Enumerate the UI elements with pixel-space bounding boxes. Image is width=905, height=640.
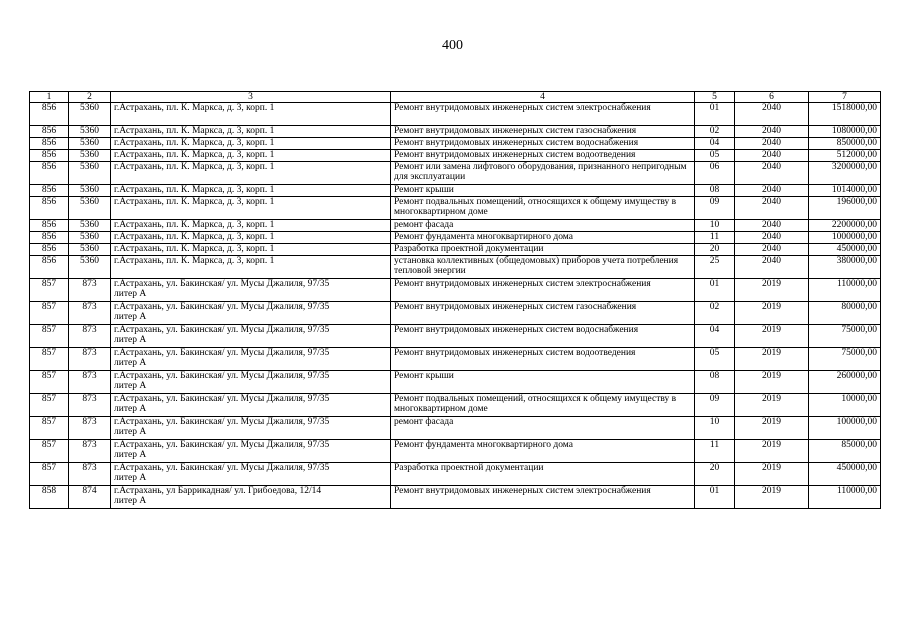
table-row [30,138,881,150]
address-cell: г.Астрахань, пл. К. Маркса, д. 3, корп. 1 [111,244,391,256]
house-code-cell: 5360 [69,162,111,185]
house-code-cell: 5360 [69,150,111,162]
page-number: 400 [442,38,463,53]
row-number-cell: 856 [30,197,69,220]
work-type-cell: Ремонт внутридомовых инженерных систем водоотведения [391,150,695,162]
cost-cell: 10000,00 [809,394,881,417]
cost-cell: 196000,00 [809,197,881,220]
cost-cell: 1518000,00 [809,103,881,126]
address-cell: г.Астрахань, ул. Бакинская/ ул. Мусы Джалиля, 97/35 литер А [111,348,391,371]
table-row [30,103,881,126]
table-row [30,185,881,197]
work-type-cell: Ремонт внутридомовых инженерных систем газоснабжения [391,302,695,325]
work-code-cell: 08 [695,185,735,197]
row-number-cell: 856 [30,256,69,279]
address-cell: г.Астрахань, ул. Бакинская/ ул. Мусы Джалиля, 97/35 литер А [111,417,391,440]
work-code-cell: 05 [695,348,735,371]
row-number-cell: 857 [30,463,69,486]
year-cell: 2040 [735,162,809,185]
house-code-cell: 873 [69,348,111,371]
address-cell: г.Астрахань, ул. Бакинская/ ул. Мусы Джалиля, 97/35 литер А [111,394,391,417]
table-row [30,325,881,348]
cost-cell: 100000,00 [809,417,881,440]
work-type-cell: Ремонт внутридомовых инженерных систем водоснабжения [391,325,695,348]
work-code-cell: 10 [695,417,735,440]
row-number-cell: 856 [30,150,69,162]
house-code-cell: 873 [69,279,111,302]
table-row [30,440,881,463]
year-cell: 2040 [735,244,809,256]
address-cell: г.Астрахань, пл. К. Маркса, д. 3, корп. 1 [111,197,391,220]
work-code-cell: 04 [695,325,735,348]
house-code-cell: 5360 [69,256,111,279]
house-code-cell: 5360 [69,185,111,197]
work-code-cell: 11 [695,232,735,244]
year-cell: 2040 [735,232,809,244]
column-number-row [30,92,881,103]
work-code-cell: 10 [695,220,735,232]
year-cell: 2040 [735,220,809,232]
cost-cell: 2200000,00 [809,220,881,232]
address-cell: г.Астрахань, ул Баррикадная/ ул. Грибоедова, 12/14 литер А [111,486,391,509]
address-cell: г.Астрахань, ул. Бакинская/ ул. Мусы Джалиля, 97/35 литер А [111,440,391,463]
row-number-cell: 856 [30,220,69,232]
house-code-cell: 873 [69,394,111,417]
work-type-cell: установка коллективных (общедомовых) приборов учета потребления тепловой энергии [391,256,695,279]
row-number-cell: 857 [30,325,69,348]
table-row [30,126,881,138]
row-number-cell: 857 [30,279,69,302]
year-cell: 2040 [735,138,809,150]
column-header: 6 [735,92,809,103]
address-cell: г.Астрахань, пл. К. Маркса, д. 3, корп. 1 [111,103,391,126]
table-row [30,256,881,279]
address-cell: г.Астрахань, пл. К. Маркса, д. 3, корп. 1 [111,232,391,244]
house-code-cell: 873 [69,463,111,486]
cost-cell: 85000,00 [809,440,881,463]
cost-cell: 260000,00 [809,371,881,394]
column-header: 1 [30,92,69,103]
address-cell: г.Астрахань, пл. К. Маркса, д. 3, корп. 1 [111,220,391,232]
address-cell: г.Астрахань, пл. К. Маркса, д. 3, корп. 1 [111,256,391,279]
work-code-cell: 20 [695,463,735,486]
table-row [30,463,881,486]
year-cell: 2040 [735,103,809,126]
work-code-cell: 25 [695,256,735,279]
cost-cell: 450000,00 [809,463,881,486]
address-cell: г.Астрахань, пл. К. Маркса, д. 3, корп. 1 [111,185,391,197]
house-code-cell: 873 [69,417,111,440]
work-code-cell: 01 [695,486,735,509]
house-code-cell: 5360 [69,126,111,138]
row-number-cell: 858 [30,486,69,509]
cost-cell: 1014000,00 [809,185,881,197]
work-type-cell: Ремонт внутридомовых инженерных систем газоснабжения [391,126,695,138]
house-code-cell: 873 [69,371,111,394]
table-row [30,232,881,244]
table-row [30,394,881,417]
row-number-cell: 856 [30,162,69,185]
work-code-cell: 05 [695,150,735,162]
house-code-cell: 5360 [69,138,111,150]
table-row [30,244,881,256]
work-code-cell: 04 [695,138,735,150]
work-type-cell: Ремонт внутридомовых инженерных систем электроснабжения [391,279,695,302]
work-type-cell: Ремонт фундамента многоквартирного дома [391,232,695,244]
row-number-cell: 856 [30,138,69,150]
year-cell: 2040 [735,185,809,197]
column-header: 2 [69,92,111,103]
house-code-cell: 873 [69,325,111,348]
year-cell: 2019 [735,325,809,348]
address-cell: г.Астрахань, ул. Бакинская/ ул. Мусы Джалиля, 97/35 литер А [111,371,391,394]
year-cell: 2019 [735,371,809,394]
table-row [30,486,881,509]
cost-cell: 80000,00 [809,302,881,325]
work-code-cell: 02 [695,302,735,325]
work-type-cell: Ремонт внутридомовых инженерных систем водоотведения [391,348,695,371]
cost-cell: 110000,00 [809,279,881,302]
work-code-cell: 20 [695,244,735,256]
cost-cell: 1000000,00 [809,232,881,244]
house-code-cell: 873 [69,302,111,325]
house-code-cell: 873 [69,440,111,463]
house-code-cell: 5360 [69,220,111,232]
cost-cell: 380000,00 [809,256,881,279]
column-header: 3 [111,92,391,103]
year-cell: 2040 [735,197,809,220]
row-number-cell: 856 [30,103,69,126]
address-cell: г.Астрахань, пл. К. Маркса, д. 3, корп. 1 [111,138,391,150]
year-cell: 2040 [735,256,809,279]
cost-cell: 512000,00 [809,150,881,162]
table-row [30,150,881,162]
work-type-cell: Разработка проектной документации [391,244,695,256]
table-body [30,103,881,509]
work-code-cell: 01 [695,279,735,302]
work-type-cell: Ремонт внутридомовых инженерных систем водоснабжения [391,138,695,150]
cost-cell: 850000,00 [809,138,881,150]
work-code-cell: 06 [695,162,735,185]
address-cell: г.Астрахань, пл. К. Маркса, д. 3, корп. 1 [111,162,391,185]
work-type-cell: ремонт фасада [391,220,695,232]
year-cell: 2019 [735,486,809,509]
house-code-cell: 5360 [69,232,111,244]
address-cell: г.Астрахань, ул. Бакинская/ ул. Мусы Джалиля, 97/35 литер А [111,463,391,486]
year-cell: 2040 [735,150,809,162]
house-code-cell: 5360 [69,103,111,126]
address-cell: г.Астрахань, ул. Бакинская/ ул. Мусы Джалиля, 97/35 литер А [111,302,391,325]
year-cell: 2019 [735,348,809,371]
year-cell: 2019 [735,463,809,486]
year-cell: 2019 [735,302,809,325]
row-number-cell: 857 [30,371,69,394]
column-header: 4 [391,92,695,103]
work-code-cell: 01 [695,103,735,126]
work-type-cell: Ремонт подвальных помещений, относящихся к общему имуществу в многоквартирном доме [391,197,695,220]
address-cell: г.Астрахань, ул. Бакинская/ ул. Мусы Джалиля, 97/35 литер А [111,279,391,302]
work-type-cell: Ремонт или замена лифтового оборудования, признанного непригодным для эксплуатации [391,162,695,185]
row-number-cell: 857 [30,440,69,463]
row-number-cell: 857 [30,302,69,325]
table-row [30,279,881,302]
table-row [30,348,881,371]
row-number-cell: 856 [30,185,69,197]
repair-schedule-table [29,91,881,509]
cost-cell: 75000,00 [809,325,881,348]
row-number-cell: 857 [30,394,69,417]
house-code-cell: 5360 [69,244,111,256]
cost-cell: 1080000,00 [809,126,881,138]
work-type-cell: Ремонт внутридомовых инженерных систем электроснабжения [391,103,695,126]
work-code-cell: 02 [695,126,735,138]
work-type-cell: Ремонт крыши [391,185,695,197]
table-row [30,197,881,220]
year-cell: 2019 [735,440,809,463]
table-row [30,162,881,185]
row-number-cell: 857 [30,417,69,440]
work-code-cell: 08 [695,371,735,394]
cost-cell: 3200000,00 [809,162,881,185]
table-row [30,417,881,440]
column-header: 7 [809,92,881,103]
row-number-cell: 856 [30,244,69,256]
work-type-cell: Ремонт фундамента многоквартирного дома [391,440,695,463]
year-cell: 2040 [735,126,809,138]
work-code-cell: 09 [695,394,735,417]
year-cell: 2019 [735,417,809,440]
row-number-cell: 856 [30,126,69,138]
house-code-cell: 874 [69,486,111,509]
year-cell: 2019 [735,279,809,302]
row-number-cell: 857 [30,348,69,371]
cost-cell: 110000,00 [809,486,881,509]
work-code-cell: 11 [695,440,735,463]
house-code-cell: 5360 [69,197,111,220]
work-type-cell: Разработка проектной документации [391,463,695,486]
work-code-cell: 09 [695,197,735,220]
year-cell: 2019 [735,394,809,417]
column-header: 5 [695,92,735,103]
table-row [30,302,881,325]
cost-cell: 450000,00 [809,244,881,256]
work-type-cell: Ремонт подвальных помещений, относящихся к общему имуществу в многоквартирном доме [391,394,695,417]
address-cell: г.Астрахань, пл. К. Маркса, д. 3, корп. 1 [111,126,391,138]
work-type-cell: ремонт фасада [391,417,695,440]
address-cell: г.Астрахань, ул. Бакинская/ ул. Мусы Джалиля, 97/35 литер А [111,325,391,348]
row-number-cell: 856 [30,232,69,244]
work-type-cell: Ремонт внутридомовых инженерных систем электроснабжения [391,486,695,509]
cost-cell: 75000,00 [809,348,881,371]
table-row [30,220,881,232]
work-type-cell: Ремонт крыши [391,371,695,394]
address-cell: г.Астрахань, пл. К. Маркса, д. 3, корп. 1 [111,150,391,162]
table-row [30,371,881,394]
